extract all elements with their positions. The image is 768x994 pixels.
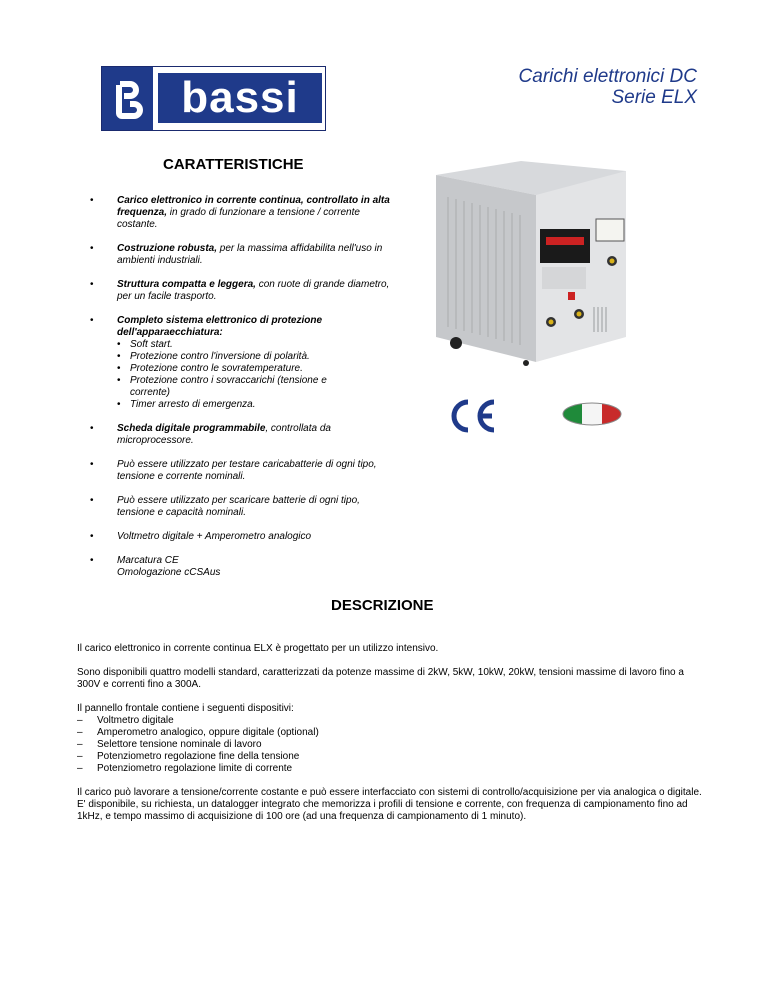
feature-item — [90, 459, 390, 483]
logo-mark-icon — [102, 67, 153, 130]
dash-icon: – — [77, 727, 83, 738]
bullet-icon: • — [117, 339, 121, 350]
feature-item — [90, 531, 390, 543]
bullet-icon: • — [90, 279, 94, 290]
feature-item — [90, 495, 390, 519]
protection-item — [117, 375, 340, 399]
protection-text: Soft start. — [130, 339, 173, 350]
description-body — [77, 643, 702, 823]
bullet-icon: • — [117, 399, 121, 410]
device-item — [77, 727, 702, 739]
protection-item — [117, 399, 390, 411]
dash-icon: – — [77, 763, 83, 774]
document-title — [519, 66, 697, 108]
feature-text: Può essere utilizzato per scaricare batterie di ogni tipo, tensione e capacità nominali. — [117, 495, 360, 518]
italian-flag-icon — [562, 402, 622, 426]
description-paragraph: E' disponibile, su richiesta, un datalogger integrato che memorizza i profili di tensione e corrente, con frequenza di campionamento fino ad 1kHz, e tempo massimo di acquisizione di 100 ore (ad una frequenza di campionamento di 1 minuto). — [77, 799, 688, 822]
description-paragraph: Il carico elettronico in corrente continua ELX è progettato per un utilizzo intensivo. — [77, 643, 439, 654]
device-item — [77, 751, 702, 763]
bullet-icon: • — [90, 195, 94, 206]
bullet-icon: • — [90, 531, 94, 542]
dash-icon: – — [77, 739, 83, 750]
bullet-icon: • — [90, 423, 94, 434]
feature-item — [90, 423, 390, 447]
feature-bold: Carico elettronico in corrente continua, controllato in alta frequenza, — [117, 195, 390, 218]
device-text: Selettore tensione nominale di lavoro — [97, 739, 262, 750]
protection-text: Protezione contro l'inversione di polarità. — [130, 351, 310, 362]
bullet-icon: • — [90, 555, 94, 566]
device-item — [77, 715, 702, 727]
product-photo — [426, 157, 636, 367]
device-item — [77, 739, 702, 751]
device-item — [77, 763, 702, 775]
features-list — [90, 195, 390, 579]
bullet-icon: • — [90, 243, 94, 254]
device-text: Potenziometro regolazione fine della tensione — [97, 751, 300, 762]
bullet-icon: • — [117, 363, 121, 374]
device-text: Amperometro analogico, oppure digitale (optional) — [97, 727, 319, 738]
feature-item-protection — [90, 315, 390, 411]
feature-item — [90, 279, 390, 303]
feature-bold: Costruzione robusta, — [117, 243, 218, 254]
protection-sublist — [117, 339, 390, 411]
ce-mark-icon — [446, 397, 498, 435]
feature-item — [90, 243, 390, 267]
feature-text: Può essere utilizzato per testare caricabatterie di ogni tipo, tensione e corrente nominali. — [117, 459, 377, 482]
feature-text: Voltmetro digitale + Amperometro analogico — [117, 531, 312, 542]
protection-text: Protezione contro le sovratemperature. — [130, 363, 303, 374]
description-paragraph: Il pannello frontale contiene i seguenti dispositivi: — [77, 703, 294, 714]
description-paragraph: Il carico può lavorare a tensione/corrente costante e può essere interfacciato con sistemi di controllo/acquisizione per via analogica o digitale. — [77, 787, 702, 798]
bullet-icon: • — [90, 315, 94, 326]
feature-text: in grado di funzionare a tensione / corrente costante. — [117, 207, 360, 230]
bullet-icon: • — [90, 495, 94, 506]
protection-item — [117, 339, 390, 351]
features-heading: CARATTERISTICHE — [163, 156, 304, 173]
description-paragraph: Sono disponibili quattro modelli standard, caratterizzati da potenze massime di 2kW, 5kW, 10kW, 20kW, tensioni massime di lavoro fino a 300V e correnti fino a 300A. — [77, 667, 684, 690]
description-heading: DESCRIZIONE — [331, 597, 434, 614]
dash-icon: – — [77, 751, 83, 762]
feature-text: Omologazione cCSAus — [117, 567, 221, 578]
protection-item — [117, 351, 390, 363]
device-text: Potenziometro regolazione limite di corrente — [97, 763, 293, 774]
feature-bold: Completo sistema elettronico di protezione dell'apparaecchiatura: — [117, 315, 323, 338]
feature-text: con ruote di grande diametro, per un facile trasporto. — [117, 279, 390, 302]
company-logo — [101, 66, 326, 131]
feature-bold: Scheda digitale programmabile — [117, 423, 266, 434]
bullet-icon: • — [117, 351, 121, 362]
feature-item — [90, 195, 390, 231]
devices-list — [77, 715, 702, 775]
feature-text: , controllata da microprocessore. — [117, 423, 331, 446]
feature-bold: Struttura compatta e leggera, — [117, 279, 256, 290]
title-line-2: Serie ELX — [611, 87, 697, 108]
protection-text: Protezione contro i sovraccarichi (tensione e corrente) — [130, 375, 327, 398]
logo-wordmark: bassi — [158, 73, 322, 123]
dash-icon: – — [77, 715, 83, 726]
protection-text: Timer arresto di emergenza. — [130, 399, 256, 410]
feature-item — [90, 555, 390, 579]
protection-item — [117, 363, 390, 375]
feature-text: Marcatura CE — [117, 555, 179, 566]
bullet-icon: • — [117, 375, 121, 386]
device-text: Voltmetro digitale — [97, 715, 174, 726]
title-line-1: Carichi elettronici DC — [518, 66, 697, 87]
bullet-icon: • — [90, 459, 94, 470]
feature-text: per la massima affidabilita nell'uso in ambienti industriali. — [117, 243, 383, 266]
